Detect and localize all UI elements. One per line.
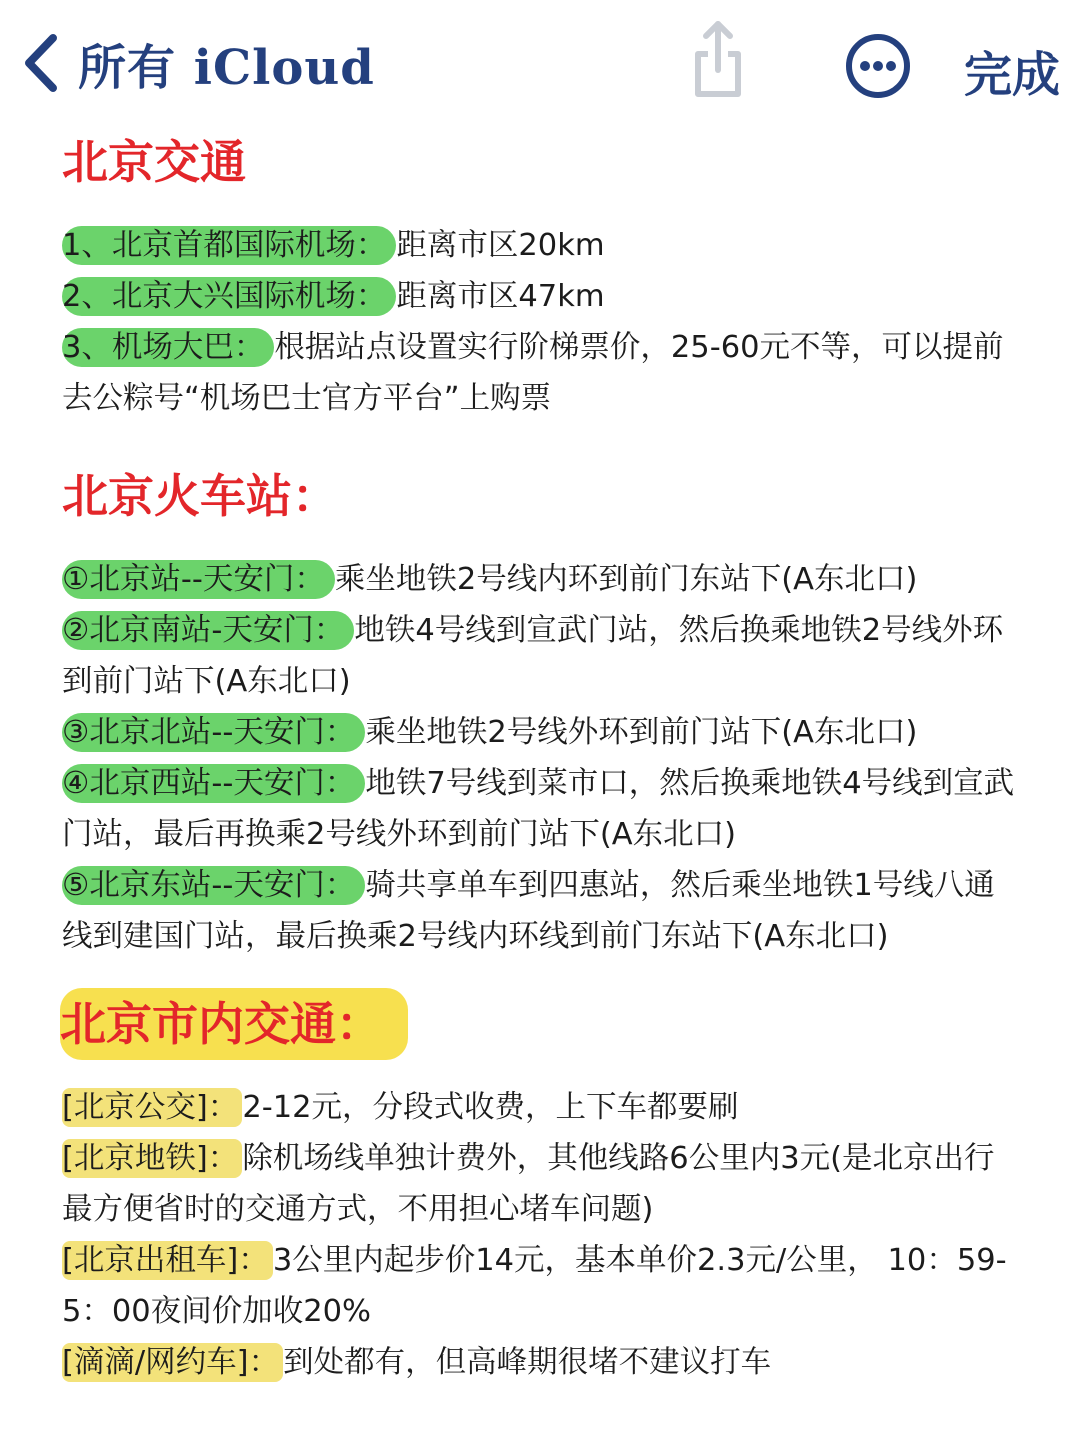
section-heading-airports: 北京交通	[62, 135, 246, 189]
item-text: 距离市区20km	[396, 228, 605, 263]
list-item	[62, 1337, 1022, 1388]
item-text: 根据站点设置实行阶梯票价，25-60元不等，可以提前去公粽号“机场巴士官方平台”上购票	[62, 330, 1004, 416]
list-item	[62, 220, 1022, 271]
item-text: 乘坐地铁2号线外环到前门站下(A东北口)	[365, 715, 918, 750]
item-tag: 2、北京大兴国际机场：	[62, 277, 396, 316]
item-text: 除机场线单独计费外，其他线路6公里内3元(是北京出行最方便省时的交通方式，不用担心堵车问题)	[62, 1141, 995, 1227]
city-transport-list	[62, 1082, 1022, 1388]
list-item	[62, 605, 1022, 707]
done-button[interactable]: 完成	[963, 47, 1060, 103]
item-tag: ③北京北站--天安门：	[62, 713, 365, 752]
item-text: 到处都有，但高峰期很堵不建议打车	[283, 1345, 772, 1380]
item-tag: ②北京南站-天安门：	[62, 611, 354, 650]
item-text: 地铁4号线到宣武门站，然后换乘地铁2号线外环到前门站下(A东北口)	[62, 613, 1004, 699]
list-item	[62, 707, 1022, 758]
item-tag: 1、北京首都国际机场：	[62, 226, 396, 265]
list-item	[62, 271, 1022, 322]
item-tag: ①北京站--天安门：	[62, 560, 335, 599]
chevron-left-icon	[16, 28, 66, 98]
item-text: 地铁7号线到菜市口，然后换乘地铁4号线到宣武门站，最后再换乘2号线外环到前门站下(A东北口)	[62, 766, 1015, 852]
share-icon	[690, 18, 746, 100]
item-tag: [滴滴/网约车]：	[62, 1343, 283, 1382]
airport-list	[62, 220, 1022, 424]
item-text: 2-12元，分段式收费，上下车都要刷	[242, 1090, 739, 1125]
item-tag: [北京地铁]：	[62, 1139, 242, 1178]
item-tag: ④北京西站--天安门：	[62, 764, 365, 803]
list-item	[62, 554, 1022, 605]
item-tag: 3、机场大巴：	[62, 328, 274, 367]
train-station-list	[62, 554, 1022, 962]
item-tag: [北京出租车]：	[62, 1241, 273, 1280]
share-button[interactable]	[690, 18, 746, 100]
note-content[interactable]	[62, 120, 1022, 1388]
item-text: 距离市区47km	[396, 279, 605, 314]
item-text: 骑共享单车到四惠站，然后乘坐地铁1号线八通线到建国门站，最后换乘2号线内环线到前门东站下(A东北口)	[62, 868, 995, 954]
section-heading-city-transport: 北京市内交通：	[60, 988, 408, 1060]
item-tag: ⑤北京东站--天安门：	[62, 866, 365, 905]
navigation-bar	[0, 0, 1080, 120]
list-item	[62, 1235, 1022, 1337]
section-heading-train-stations: 北京火车站：	[62, 469, 338, 523]
item-tag: [北京公交]：	[62, 1088, 242, 1127]
list-item	[62, 322, 1022, 424]
list-item	[62, 1133, 1022, 1235]
list-item	[62, 860, 1022, 962]
back-button-label: 所有 iCloud	[78, 39, 375, 96]
more-options-button[interactable]	[845, 33, 911, 99]
item-text: 乘坐地铁2号线内环到前门东站下(A东北口)	[334, 562, 918, 597]
list-item	[62, 1082, 1022, 1133]
back-button[interactable]	[16, 28, 375, 98]
list-item	[62, 758, 1022, 860]
more-icon	[845, 33, 911, 99]
item-text: 3公里内起步价14元，基本单价2.3元/公里， 10：59-5：00夜间价加收20%	[62, 1243, 1007, 1329]
